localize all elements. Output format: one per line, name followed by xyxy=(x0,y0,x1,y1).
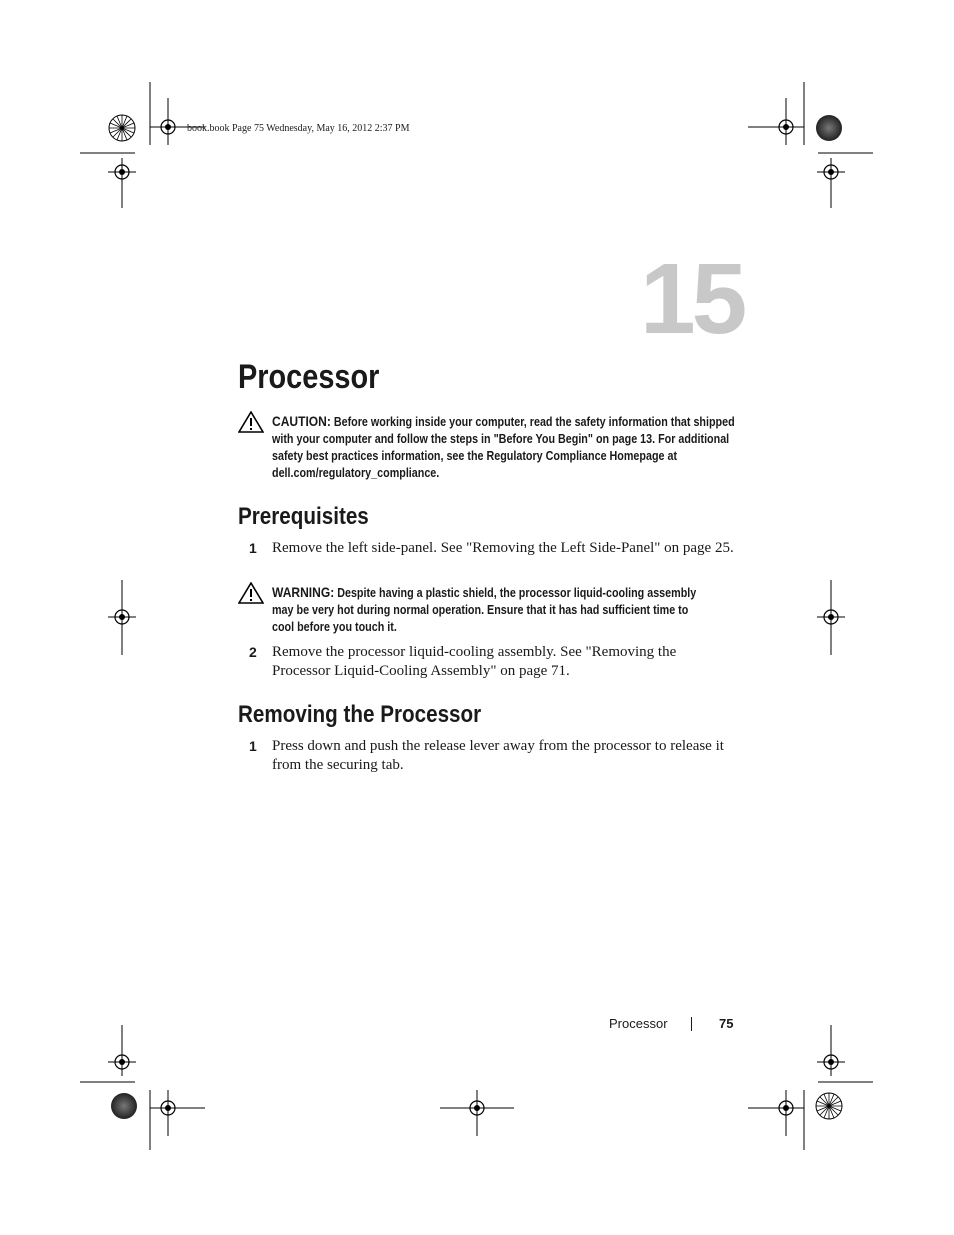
footer-separator xyxy=(691,1017,692,1031)
print-header: book.book Page 75 Wednesday, May 16, 2012 2:37 PM xyxy=(187,123,410,134)
warning-label: WARNING: xyxy=(272,584,335,600)
removing-step-1-text: Press down and push the release lever away from the processor to release it from the securing tab. xyxy=(272,738,724,773)
removing-step-1-number: 1 xyxy=(249,738,257,754)
chapter-number: 15 xyxy=(640,243,744,355)
warning-text: Despite having a plastic shield, the processor liquid-cooling assembly may be very hot during normal operation. Ensure that it has had sufficient time to cool before you touch it. xyxy=(272,586,697,634)
prerequisite-step-2-text: Remove the processor liquid-cooling assembly. See "Removing the Processor Liquid-Cooling Assembly" on page 71. xyxy=(272,644,677,679)
warning-notice xyxy=(272,584,702,636)
page-number: 75 xyxy=(719,1016,734,1031)
prerequisite-step-1-text: Remove the left side-panel. See "Removing the Left Side-Panel" on page 25. xyxy=(272,540,734,556)
prerequisite-step-1-number: 1 xyxy=(249,540,257,556)
caution-notice xyxy=(272,413,741,482)
prerequisites-heading: Prerequisites xyxy=(238,503,369,530)
footer-section-name: Processor xyxy=(609,1016,668,1031)
caution-text: Before working inside your computer, read the safety information that shipped with your computer and follow the steps in "Before You Begin" on page 13. For additional safety best practices information, see the Regulatory Compliance Homepage at dell.com/regulatory_compliance. xyxy=(272,415,735,480)
caution-label: CAUTION: xyxy=(272,413,331,429)
prerequisite-step-2-number: 2 xyxy=(249,644,257,660)
warning-icon xyxy=(238,582,264,604)
removing-processor-heading: Removing the Processor xyxy=(238,701,482,728)
chapter-title: Processor xyxy=(238,358,380,396)
caution-icon xyxy=(238,411,264,433)
